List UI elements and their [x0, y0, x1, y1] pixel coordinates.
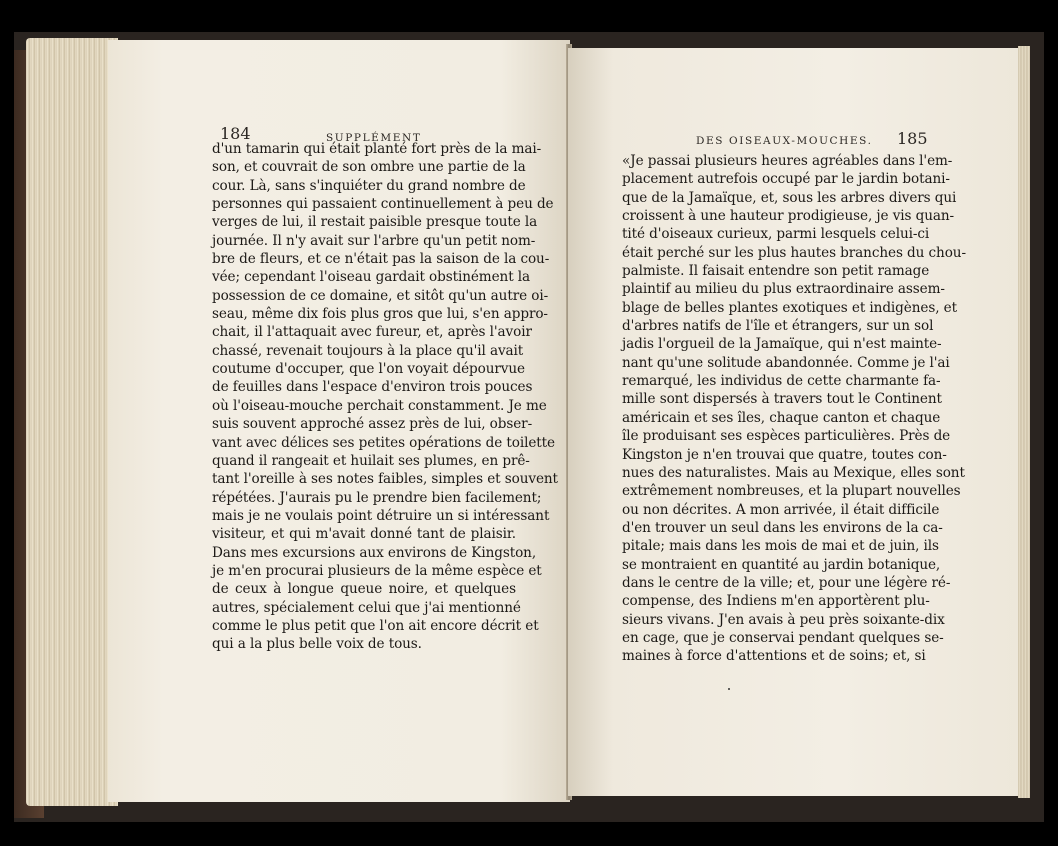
- text-line: personnes qui passaient continuellement à peu de: [212, 196, 554, 213]
- text-line: d'un tamarin qui était planté fort près de la mai-: [212, 141, 542, 157]
- text-line: qui a la plus belle voix de tous.: [212, 636, 422, 653]
- text-line: verges de lui, il restait paisible presque toute la: [212, 214, 538, 231]
- right-page-number: 185: [897, 129, 928, 148]
- text-line: son, et couvrait de son ombre une partie de la: [212, 159, 526, 176]
- text-line: maines à force d'attentions et de soins; et, si: [622, 648, 926, 665]
- text-line: suis souvent approché assez près de lui, obser-: [212, 416, 533, 433]
- text-line: de feuilles dans l'espace d'environ trois pouces: [212, 379, 533, 396]
- text-line: sieurs vivans. J'en avais à peu près soixante-dix: [622, 611, 945, 628]
- text-line: visiteur, et qui m'avait donné tant de plaisir.: [212, 526, 516, 543]
- text-line: en cage, que je conservai pendant quelques se-: [622, 629, 944, 646]
- text-line: possession de ce domaine, et sitôt qu'un autre oi-: [212, 287, 549, 304]
- text-line: dans le centre de la ville; et, pour une légère ré-: [622, 574, 951, 591]
- text-line: nues des naturalistes. Mais au Mexique, elles sont: [622, 464, 965, 481]
- text-line: vant avec délices ses petites opérations de toilette: [212, 434, 555, 451]
- text-line: cour. Là, sans s'inquiéter du grand nombre de: [212, 177, 526, 194]
- text-line: d'en trouver un seul dans les environs de la ca-: [622, 519, 943, 536]
- text-line: ou non décrites. A mon arrivée, il était difficile: [622, 501, 940, 518]
- text-line: compense, des Indiens m'en apportèrent plu-: [622, 593, 930, 610]
- text-line: vée; cependant l'oiseau gardait obstinément la: [212, 269, 531, 286]
- left-running-head: SUPPLÉMENT: [326, 132, 422, 144]
- text-line: tant l'oreille à ses notes faibles, simples et souvent: [212, 471, 558, 488]
- text-line: remarqué, les individus de cette charmante fa-: [622, 373, 941, 390]
- left-page: [108, 40, 570, 802]
- text-line: Dans mes excursions aux environs de Kingston,: [212, 544, 537, 561]
- text-line: mais je ne voulais point détruire un si intéressant: [212, 507, 550, 524]
- text-line: blage de belles plantes exotiques et indigènes, et: [622, 299, 957, 316]
- left-page-number: 184: [220, 124, 251, 143]
- page-edges-right: [1018, 46, 1030, 798]
- text-line: où l'oiseau-mouche perchait constamment. Je me: [212, 397, 547, 414]
- text-line: journée. Il n'y avait sur l'arbre qu'un petit nom-: [212, 232, 536, 249]
- right-page-text: [622, 152, 966, 666]
- right-page: [568, 48, 1020, 796]
- text-line: je m'en procurai plusieurs de la même espèce et: [212, 562, 542, 579]
- text-line: d'arbres natifs de l'île et étrangers, sur un sol: [622, 318, 934, 335]
- text-line: «Je passai plusieurs heures agréables dans l'em-: [622, 153, 953, 169]
- left-page-text: [212, 140, 558, 654]
- text-line: jadis l'orgueil de la Jamaïque, qui n'est mainte-: [622, 336, 942, 353]
- text-line: américain et ses îles, chaque canton et chaque: [622, 409, 941, 426]
- text-line: placement autrefois occupé par le jardin botani-: [622, 171, 950, 188]
- text-line: était perché sur les plus hautes branches du chou-: [622, 244, 966, 261]
- text-line: nant qu'une solitude abandonnée. Comme je l'ai: [622, 354, 950, 371]
- text-line: croissent à une hauteur prodigieuse, je vis quan-: [622, 208, 955, 225]
- text-line: Kingston je n'en trouvai que quatre, toutes con-: [622, 446, 947, 463]
- text-line: palmiste. Il faisait entendre son petit ramage: [622, 263, 930, 280]
- text-line: bre de fleurs, et ce n'était pas la saison de la cou-: [212, 251, 550, 268]
- text-line: extrêmement nombreuses, et la plupart nouvelles: [622, 483, 961, 500]
- text-line: coutume d'occuper, que l'on voyait dépourvue: [212, 361, 525, 378]
- text-line: île produisant ses espèces particulières. Près de: [622, 428, 951, 445]
- text-line: tité d'oiseaux curieux, parmi lesquels celui-ci: [622, 226, 930, 243]
- text-line: autres, spécialement celui que j'ai mentionné: [212, 599, 521, 616]
- text-line: se montraient en quantité au jardin botanique,: [622, 556, 941, 573]
- text-line: pitale; mais dans les mois de mai et de juin, ils: [622, 538, 939, 555]
- speck: [728, 688, 730, 690]
- text-line: comme le plus petit que l'on ait encore décrit et: [212, 617, 539, 634]
- text-line: quand il rangeait et huilait ses plumes, en prê-: [212, 452, 530, 469]
- text-line: plaintif au milieu du plus extraordinaire assem-: [622, 281, 945, 298]
- text-line: mille sont dispersés à travers tout le Continent: [622, 391, 942, 408]
- text-line: de ceux à longue queue noire, et quelques: [212, 581, 516, 598]
- text-line: seau, même dix fois plus gros que lui, s'en appro-: [212, 306, 548, 323]
- page-edges-left: [26, 38, 118, 806]
- text-line: chassé, revenait toujours à la place qu'il avait: [212, 342, 524, 359]
- right-running-head: DES OISEAUX-MOUCHES.: [696, 135, 873, 147]
- text-line: répétées. J'aurais pu le prendre bien facilement;: [212, 489, 542, 506]
- text-line: chait, il l'attaquait avec fureur, et, après l'avoir: [212, 324, 532, 341]
- text-line: que de la Jamaïque, et, sous les arbres divers qui: [622, 189, 957, 206]
